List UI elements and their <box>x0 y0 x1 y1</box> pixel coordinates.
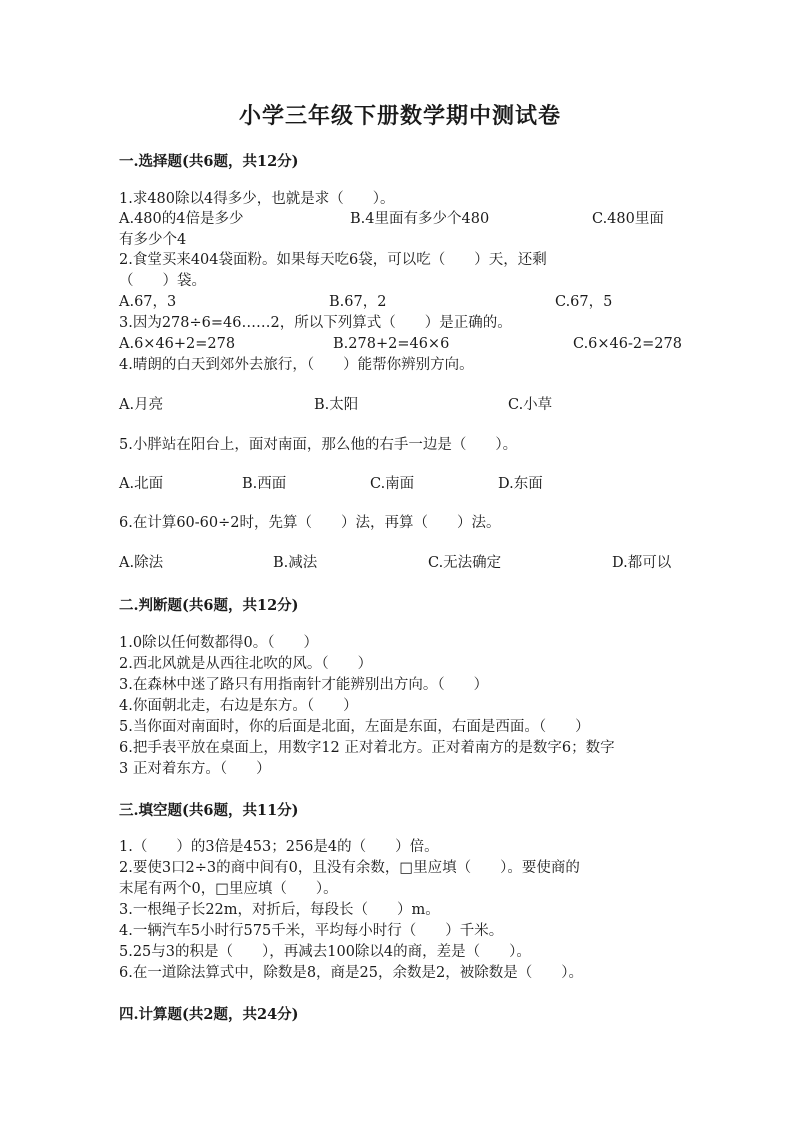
choice-q4-option-b: B.太阳 <box>314 397 359 413</box>
choice-q2-option-c: C.67，5 <box>555 294 613 310</box>
section-heading-choice: 一.选择题(共6题，共12分) <box>119 153 299 170</box>
choice-q3-option-b: B.278+2=46×6 <box>333 336 450 352</box>
judge-line: 6.把手表平放在桌面上，用数字12 正对着北方。正对着南方的是数字6；数字 <box>119 740 615 756</box>
choice-q6-option-d: D.都可以 <box>612 555 672 571</box>
fill-line: 5.25与3的积是（ ），再减去100除以4的商，差是（ ）。 <box>119 944 531 960</box>
choice-q2-stem-continued: （ ）袋。 <box>119 273 206 289</box>
judge-line: 2.西北风就是从西往北吹的风。（ ） <box>119 656 373 672</box>
fill-line: 2.要使3口2÷3的商中间有0，且没有余数，□里应填（ ）。要使商的 <box>119 860 580 876</box>
choice-q2-option-a: A.67，3 <box>119 294 177 310</box>
choice-q5-option-c: C.南面 <box>370 476 415 492</box>
choice-q5-stem: 5.小胖站在阳台上，面对南面，那么他的右手一边是（ ）。 <box>119 437 518 453</box>
choice-q4-option-c: C.小草 <box>508 397 553 413</box>
choice-q6-option-b: B.减法 <box>273 555 318 571</box>
choice-q4-option-a: A.月亮 <box>119 397 164 413</box>
choice-q6-stem: 6.在计算60-60÷2时，先算（ ）法，再算（ ）法。 <box>119 515 501 531</box>
judge-line: 3.在森林中迷了路只有用指南针才能辨别出方向。（ ） <box>119 677 489 693</box>
judge-line: 3 正对着东方。（ ） <box>119 761 271 777</box>
judge-line: 1.0除以任何数都得0。（ ） <box>119 635 319 651</box>
fill-line: 1.（ ）的3倍是453；256是4的（ ）倍。 <box>119 839 439 855</box>
choice-q1-stem: 1.求480除以4得多少，也就是求（ ）。 <box>119 191 395 207</box>
section-heading-fill: 三.填空题(共6题，共11分) <box>119 802 299 819</box>
choice-q5-option-d: D.东面 <box>498 476 543 492</box>
page-title: 小学三年级下册数学期中测试卷 <box>238 103 561 129</box>
choice-q5-option-a: A.北面 <box>119 476 164 492</box>
choice-q5-option-b: B.西面 <box>242 476 287 492</box>
choice-q6-option-c: C.无法确定 <box>428 555 502 571</box>
choice-q2-stem: 2.食堂买来404袋面粉。如果每天吃6袋，可以吃（ ）天，还剩 <box>119 252 547 268</box>
judge-line: 4.你面朝北走，右边是东方。（ ） <box>119 698 358 714</box>
section-heading-calc: 四.计算题(共2题，共24分) <box>119 1006 299 1023</box>
choice-q4-stem: 4.晴朗的白天到郊外去旅行，（ ）能帮你辨别方向。 <box>119 357 474 373</box>
choice-q1-option-b: B.4里面有多少个480 <box>350 211 490 227</box>
choice-q3-option-c: C.6×46-2=278 <box>573 336 682 352</box>
choice-q1-option-c-continued: 有多少个4 <box>119 232 187 248</box>
fill-line: 6.在一道除法算式中，除数是8，商是25，余数是2，被除数是（ ）。 <box>119 965 583 981</box>
choice-q1-option-a: A.480的4倍是多少 <box>119 211 244 227</box>
choice-q1-option-c: C.480里面 <box>592 211 664 227</box>
choice-q2-option-b: B.67，2 <box>329 294 387 310</box>
fill-line: 3.一根绳子长22m，对折后，每段长（ ）m。 <box>119 902 440 918</box>
choice-q3-option-a: A.6×46+2=278 <box>119 336 236 352</box>
fill-line: 4.一辆汽车5小时行575千米，平均每小时行（ ）千米。 <box>119 923 504 939</box>
fill-line: 末尾有两个0，□里应填（ ）。 <box>119 881 338 897</box>
judge-line: 5.当你面对南面时，你的后面是北面，左面是东面，右面是西面。（ ） <box>119 719 590 735</box>
choice-q6-option-a: A.除法 <box>119 555 164 571</box>
section-heading-judge: 二.判断题(共6题，共12分) <box>119 597 299 614</box>
choice-q3-stem: 3.因为278÷6=46……2，所以下列算式（ ）是正确的。 <box>119 315 512 331</box>
